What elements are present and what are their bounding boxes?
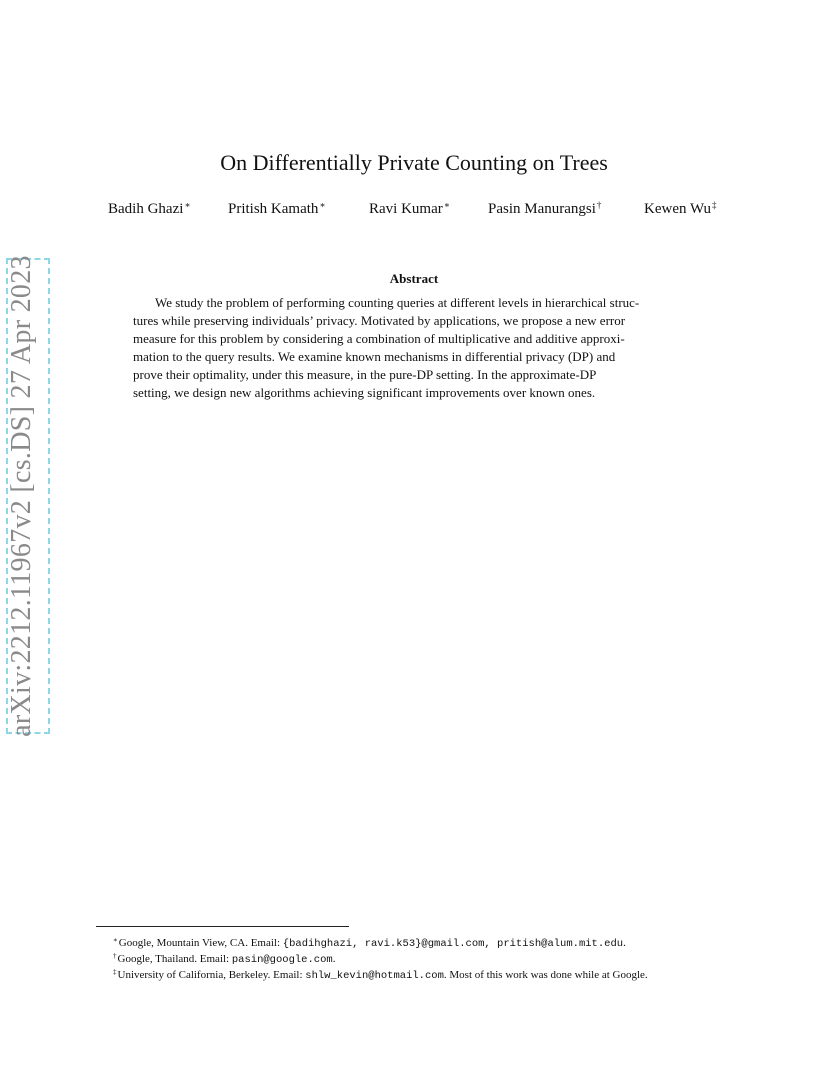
footnote-berkeley <box>113 964 753 980</box>
footnote-suffix: . <box>332 953 336 965</box>
author-name: Kewen Wu <box>644 201 712 217</box>
abstract-line: prove their optimality, under this measure, in the pure-DP setting. In the approximate-DP <box>133 367 597 382</box>
author-affiliation-mark[interactable]: † <box>596 200 602 210</box>
author-affiliation-mark[interactable]: ∗ <box>443 200 450 210</box>
footnote-email[interactable]: pasin@google.com <box>231 954 333 966</box>
abstract-line: measure for this problem by considering a combination of multiplicative and additive approxi- <box>133 331 625 346</box>
footnote-email[interactable]: {badihghazi, ravi.k53}@gmail.com, pritish@alum.mit.edu <box>282 938 624 950</box>
author-kamath <box>228 200 326 218</box>
abstract-line: setting, we design new algorithms achieving significant improvements over known ones. <box>133 385 596 400</box>
footnote-suffix: . <box>623 937 626 949</box>
arxiv-identifier[interactable]: arXiv:2212.11967v2 [cs.DS] 27 Apr 2023 <box>6 255 37 737</box>
footnote-text: Google, Mountain View, CA. Email: <box>118 937 283 949</box>
footnote-suffix: . Most of this work was done while at Google. <box>443 969 648 981</box>
paper-title: On Differentially Private Counting on Trees <box>220 150 608 175</box>
footnote-divider <box>96 926 349 927</box>
author-name: Badih Ghazi <box>108 201 184 217</box>
author-wu <box>644 200 717 218</box>
author-name: Pritish Kamath <box>228 201 319 217</box>
footnote-text: Google, Thailand. Email: <box>117 953 232 965</box>
author-manurangsi <box>488 200 601 218</box>
footnote-mark: † <box>113 952 117 960</box>
author-ghazi <box>108 200 191 218</box>
footnotes <box>113 932 753 980</box>
footnote-text: University of California, Berkeley. Email: <box>117 969 306 981</box>
author-affiliation-mark[interactable]: ∗ <box>184 200 191 210</box>
author-affiliation-mark[interactable]: ∗ <box>319 200 326 210</box>
author-affiliation-mark[interactable]: ‡ <box>712 200 717 210</box>
footnote-google-mountain-view <box>113 932 753 948</box>
footnote-mark: ‡ <box>113 968 117 976</box>
abstract-line: We study the problem of performing counting queries at different levels in hierarchical struc- <box>155 295 640 310</box>
abstract-line: mation to the query results. We examine known mechanisms in differential privacy (DP) and <box>133 349 616 364</box>
author-name: Ravi Kumar <box>369 201 443 217</box>
footnote-email[interactable]: shlw_kevin@hotmail.com <box>305 970 444 982</box>
author-name: Pasin Manurangsi <box>488 201 596 217</box>
abstract-heading: Abstract <box>389 271 439 286</box>
footnote-mark: ∗ <box>113 936 118 944</box>
abstract-line: tures while preserving individuals’ privacy. Motivated by applications, we propose a new error <box>133 313 626 328</box>
author-kumar <box>369 200 450 218</box>
abstract-body <box>133 294 695 402</box>
footnote-google-thailand <box>113 948 753 964</box>
